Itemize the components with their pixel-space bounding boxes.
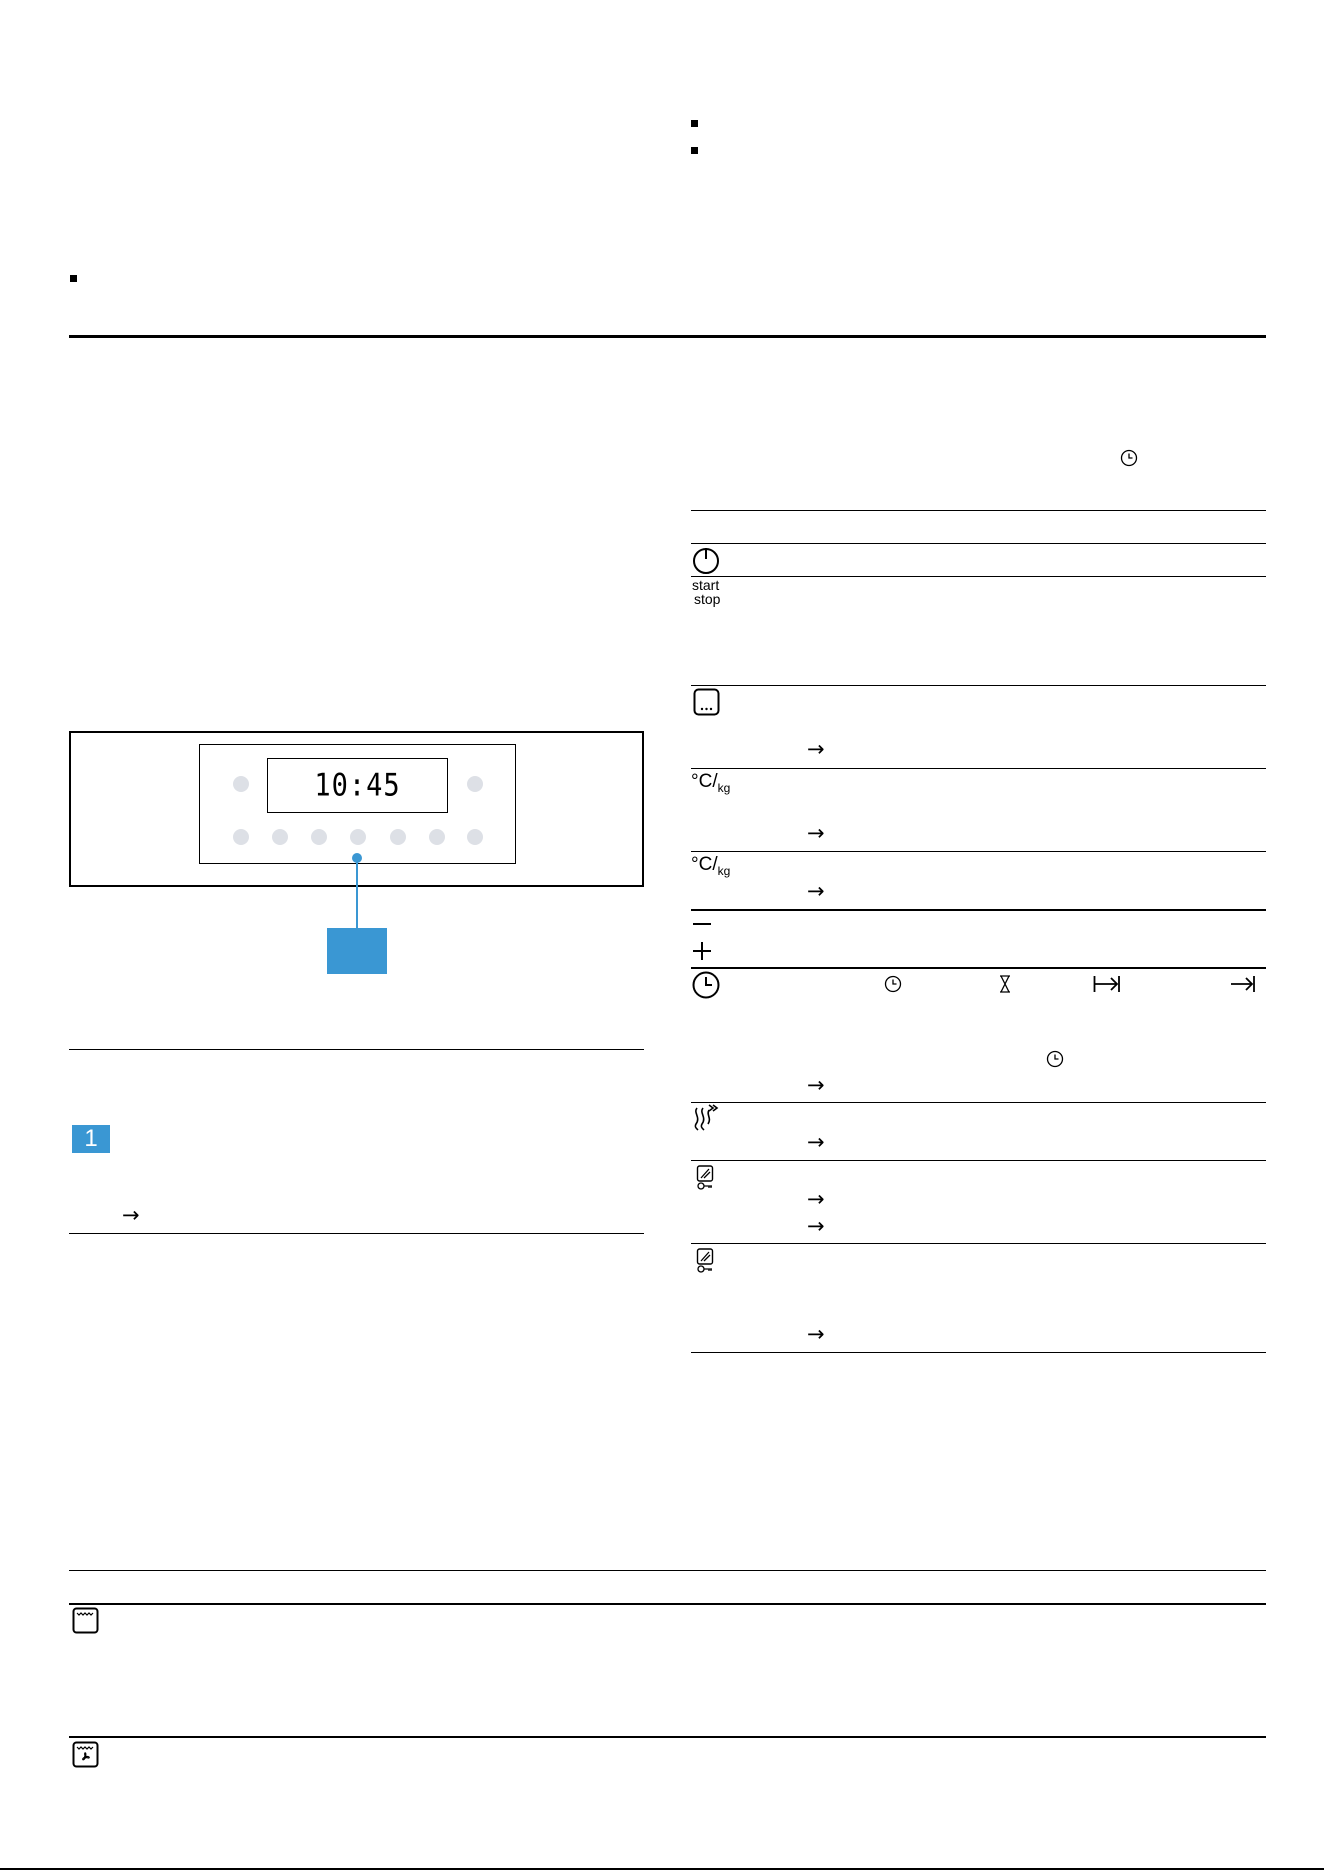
display-time: 10:45 xyxy=(314,767,401,804)
table-rule xyxy=(691,909,1266,911)
duration-icon xyxy=(1093,975,1121,993)
arrow-glyph: → xyxy=(807,1073,825,1097)
arrow-glyph: → xyxy=(807,737,825,761)
panel-button[interactable] xyxy=(233,776,249,792)
arrow-glyph: → xyxy=(807,1214,825,1238)
list-bullet xyxy=(691,120,698,127)
menu-icon[interactable] xyxy=(693,688,720,716)
panel-button[interactable] xyxy=(429,829,445,845)
table-rule xyxy=(69,1570,1266,1571)
callout-number: 1 xyxy=(84,1125,98,1152)
table-rule xyxy=(691,851,1266,852)
temperature-weight-icon[interactable]: $^\circ C/_{kg}$ xyxy=(691,771,731,795)
rapid-heat-icon[interactable] xyxy=(692,1104,720,1132)
stop-label[interactable]: stop xyxy=(694,591,721,607)
child-lock-icon[interactable] xyxy=(696,1248,716,1274)
arrow-glyph: → xyxy=(807,1130,825,1154)
arrow-glyph: → xyxy=(807,1187,825,1211)
table-rule xyxy=(691,510,1266,511)
arrow-glyph: → xyxy=(122,1203,140,1227)
plus-icon[interactable] xyxy=(692,941,712,961)
table-rule xyxy=(691,576,1266,577)
table-rule xyxy=(691,543,1266,544)
panel-button[interactable] xyxy=(233,829,249,845)
table-rule xyxy=(691,1160,1266,1161)
callout-box xyxy=(327,928,387,974)
panel-button[interactable] xyxy=(311,829,327,845)
arrow-glyph: → xyxy=(807,1322,825,1346)
clock-icon xyxy=(884,975,902,993)
panel-button[interactable] xyxy=(390,829,406,845)
temperature-weight-icon[interactable]: $^\circ C/_{kg}$ xyxy=(691,854,731,878)
panel-button[interactable] xyxy=(272,829,288,845)
child-lock-icon[interactable] xyxy=(696,1165,716,1191)
panel-button[interactable] xyxy=(467,829,483,845)
arrow-glyph: → xyxy=(807,821,825,845)
callout-leader xyxy=(356,858,358,928)
end-time-icon xyxy=(1230,975,1256,993)
footer-rule xyxy=(0,1868,1324,1870)
table-rule xyxy=(691,685,1266,686)
clock-icon xyxy=(1120,449,1138,467)
table-rule xyxy=(69,1233,644,1234)
list-bullet xyxy=(70,275,77,282)
fan-heating-icon[interactable] xyxy=(72,1741,99,1768)
table-rule xyxy=(69,1049,644,1050)
hourglass-icon xyxy=(998,975,1012,993)
top-bottom-heating-icon[interactable] xyxy=(72,1607,99,1634)
clock-icon xyxy=(1046,1050,1064,1068)
section-divider xyxy=(69,335,1266,338)
arrow-glyph: → xyxy=(807,879,825,903)
panel-button[interactable] xyxy=(350,829,366,845)
table-rule xyxy=(69,1603,1266,1605)
table-rule xyxy=(691,768,1266,769)
table-rule xyxy=(69,1736,1266,1738)
minus-icon[interactable] xyxy=(692,917,712,931)
power-icon[interactable] xyxy=(691,545,721,575)
table-rule xyxy=(691,967,1266,969)
table-rule xyxy=(691,1102,1266,1103)
list-bullet xyxy=(691,147,698,154)
callout-number-badge xyxy=(72,1125,110,1153)
start-label[interactable]: start xyxy=(692,577,720,593)
table-rule xyxy=(691,1243,1266,1244)
panel-button[interactable] xyxy=(467,776,483,792)
table-rule xyxy=(691,1352,1266,1353)
clock-icon[interactable] xyxy=(691,970,721,1000)
